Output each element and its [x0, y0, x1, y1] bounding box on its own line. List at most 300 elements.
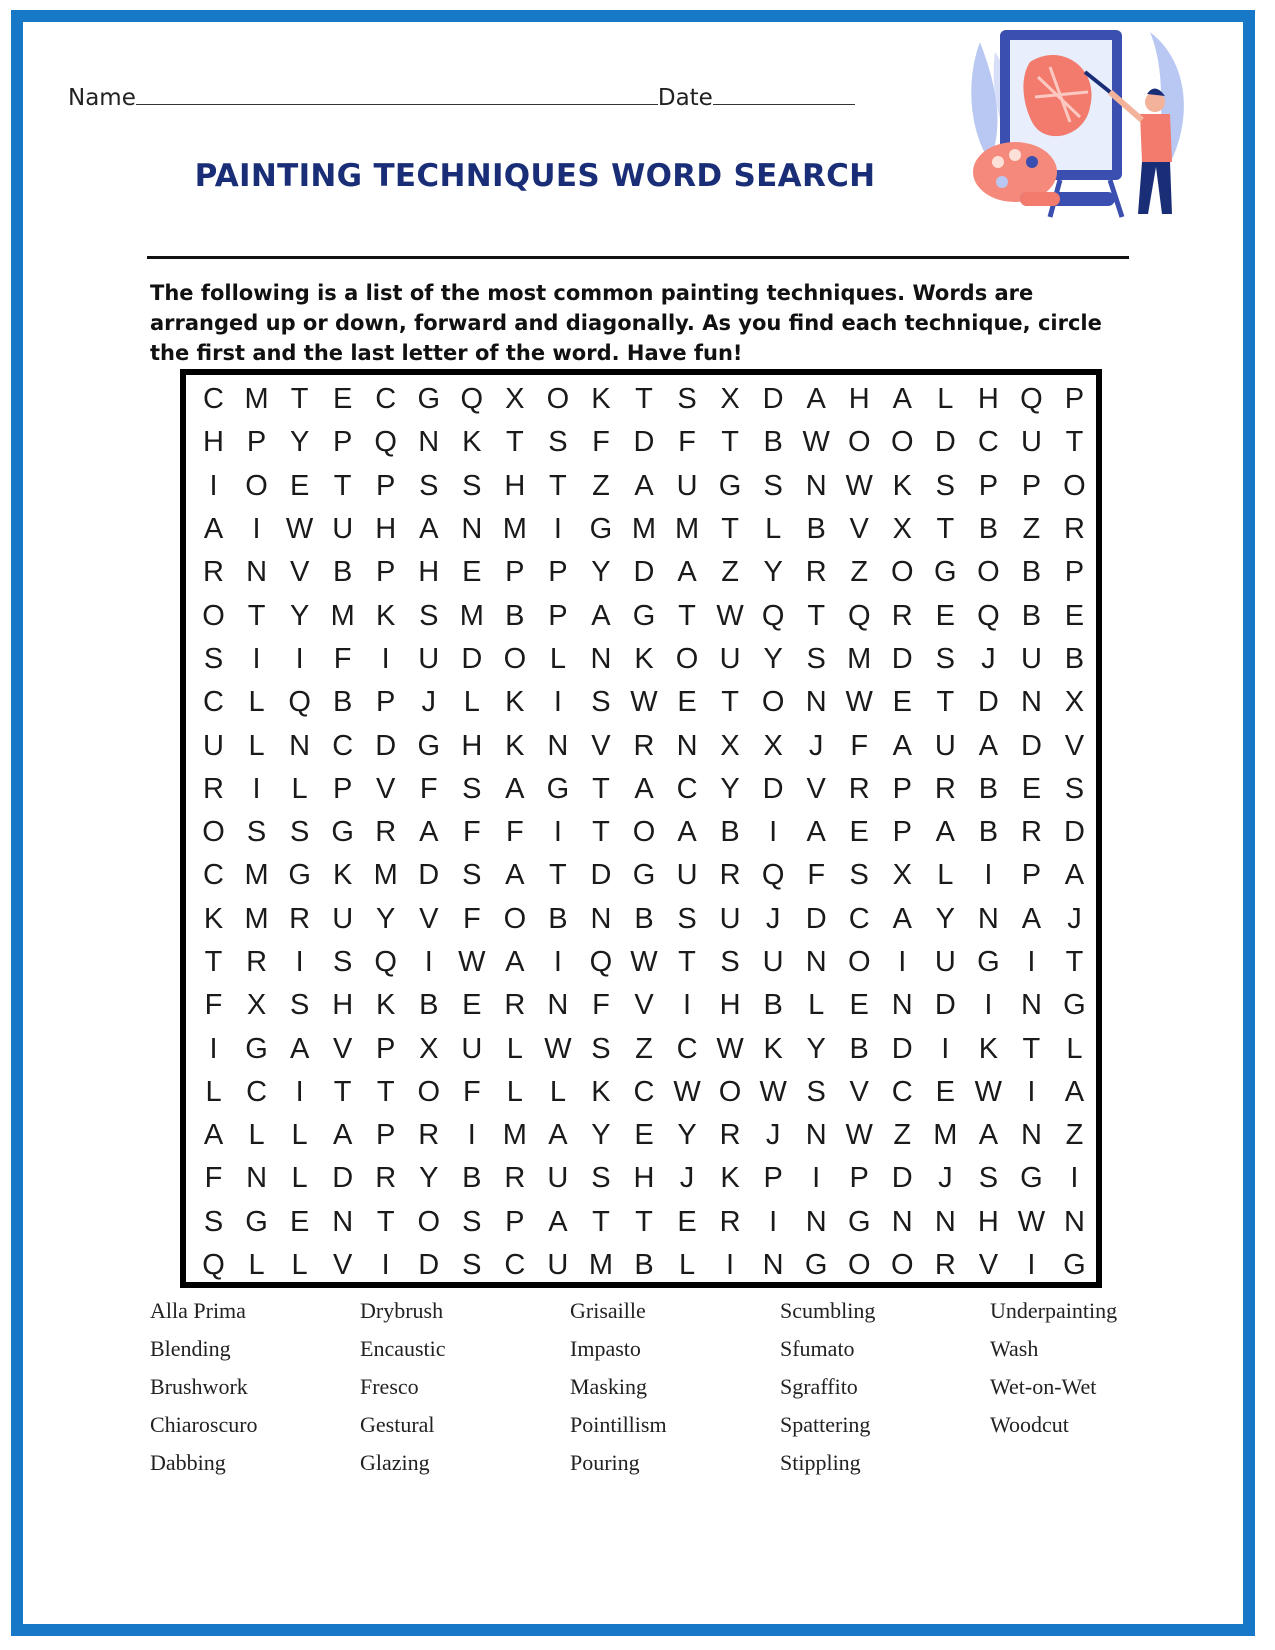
- grid-letter[interactable]: I: [467, 1119, 476, 1152]
- grid-letter[interactable]: V: [332, 1032, 353, 1065]
- grid-letter[interactable]: L: [205, 1075, 222, 1108]
- grid-letter[interactable]: A: [419, 816, 439, 849]
- grid-letter[interactable]: B: [634, 902, 654, 935]
- grid-letter[interactable]: S: [806, 1075, 826, 1108]
- grid-letter[interactable]: F: [462, 1075, 481, 1108]
- grid-letter[interactable]: W: [673, 1075, 701, 1108]
- grid-letter[interactable]: R: [719, 859, 741, 892]
- grid-letter[interactable]: I: [898, 946, 907, 978]
- grid-letter[interactable]: D: [934, 989, 956, 1022]
- grid-letter[interactable]: R: [1020, 816, 1042, 849]
- grid-letter[interactable]: K: [978, 1032, 999, 1065]
- grid-letter[interactable]: R: [418, 1119, 440, 1152]
- grid-letter[interactable]: S: [935, 642, 955, 675]
- grid-letter[interactable]: P: [892, 816, 912, 849]
- grid-letter[interactable]: K: [505, 686, 525, 719]
- grid-letter[interactable]: B: [419, 989, 439, 1022]
- grid-letter[interactable]: O: [847, 426, 871, 459]
- grid-letter[interactable]: S: [203, 642, 224, 675]
- grid-letter[interactable]: L: [248, 1119, 265, 1152]
- grid-letter[interactable]: E: [1021, 772, 1042, 805]
- grid-letter[interactable]: L: [291, 1119, 308, 1152]
- grid-letter[interactable]: V: [634, 989, 654, 1022]
- grid-letter[interactable]: I: [553, 686, 562, 719]
- grid-letter[interactable]: O: [202, 816, 225, 849]
- grid-letter[interactable]: S: [591, 1032, 611, 1065]
- grid-letter[interactable]: L: [1066, 1032, 1083, 1065]
- grid-letter[interactable]: K: [892, 469, 912, 502]
- grid-letter[interactable]: P: [246, 426, 267, 459]
- grid-letter[interactable]: N: [1020, 989, 1042, 1022]
- grid-letter[interactable]: S: [935, 469, 955, 502]
- grid-letter[interactable]: W: [974, 1075, 1003, 1108]
- grid-letter[interactable]: T: [678, 946, 696, 978]
- grid-letter[interactable]: P: [1021, 859, 1042, 892]
- grid-letter[interactable]: T: [936, 513, 955, 546]
- grid-letter[interactable]: Q: [202, 1249, 225, 1282]
- grid-letter[interactable]: L: [549, 1075, 566, 1108]
- grid-letter[interactable]: U: [203, 729, 224, 762]
- grid-letter[interactable]: S: [677, 902, 697, 935]
- grid-letter[interactable]: C: [977, 426, 999, 459]
- grid-letter[interactable]: B: [763, 989, 783, 1022]
- grid-letter[interactable]: S: [462, 1205, 482, 1238]
- grid-letter[interactable]: K: [332, 859, 353, 892]
- grid-letter[interactable]: M: [631, 513, 657, 546]
- grid-letter[interactable]: R: [719, 1119, 741, 1152]
- grid-letter[interactable]: I: [941, 1032, 950, 1065]
- grid-letter[interactable]: J: [679, 1162, 695, 1195]
- grid-letter[interactable]: N: [590, 902, 612, 935]
- grid-letter[interactable]: D: [332, 1162, 354, 1195]
- grid-letter[interactable]: R: [891, 599, 913, 632]
- grid-letter[interactable]: Q: [288, 686, 311, 719]
- grid-letter[interactable]: A: [505, 772, 525, 805]
- grid-letter[interactable]: D: [375, 729, 397, 762]
- grid-letter[interactable]: G: [1063, 989, 1086, 1022]
- grid-letter[interactable]: W: [716, 1032, 744, 1065]
- grid-letter[interactable]: Z: [850, 556, 869, 589]
- grid-letter[interactable]: A: [289, 1032, 310, 1065]
- grid-letter[interactable]: P: [332, 772, 353, 805]
- grid-letter[interactable]: S: [289, 989, 310, 1022]
- grid-letter[interactable]: T: [204, 946, 223, 978]
- grid-letter[interactable]: P: [332, 426, 353, 459]
- grid-letter[interactable]: R: [375, 816, 397, 849]
- grid-letter[interactable]: T: [936, 686, 955, 719]
- grid-letter[interactable]: T: [721, 686, 739, 719]
- grid-letter[interactable]: K: [591, 383, 611, 416]
- grid-letter[interactable]: A: [332, 1119, 353, 1152]
- grid-letter[interactable]: D: [418, 1249, 440, 1282]
- grid-letter[interactable]: E: [634, 1119, 654, 1152]
- grid-letter[interactable]: T: [635, 1205, 653, 1238]
- grid-letter[interactable]: W: [802, 426, 830, 459]
- grid-letter[interactable]: I: [252, 642, 261, 675]
- grid-letter[interactable]: N: [547, 729, 569, 762]
- grid-letter[interactable]: G: [632, 599, 656, 632]
- grid-letter[interactable]: P: [1021, 469, 1042, 502]
- grid-letter[interactable]: S: [462, 859, 482, 892]
- grid-letter[interactable]: S: [806, 642, 826, 675]
- grid-letter[interactable]: D: [762, 772, 784, 805]
- grid-letter[interactable]: C: [633, 1075, 655, 1108]
- grid-letter[interactable]: O: [245, 469, 268, 502]
- grid-letter[interactable]: E: [462, 556, 482, 589]
- grid-letter[interactable]: Q: [761, 599, 785, 632]
- grid-letter[interactable]: S: [332, 946, 353, 978]
- grid-letter[interactable]: X: [505, 383, 525, 416]
- grid-letter[interactable]: U: [719, 902, 741, 935]
- grid-letter[interactable]: A: [591, 599, 611, 632]
- grid-letter[interactable]: A: [892, 729, 912, 762]
- grid-letter[interactable]: H: [375, 513, 397, 546]
- grid-letter[interactable]: I: [812, 1162, 821, 1195]
- grid-letter[interactable]: V: [376, 772, 396, 805]
- grid-letter[interactable]: B: [332, 556, 353, 589]
- grid-letter[interactable]: U: [461, 1032, 483, 1065]
- grid-letter[interactable]: W: [285, 513, 314, 546]
- grid-letter[interactable]: L: [937, 859, 954, 892]
- grid-letter[interactable]: N: [289, 729, 311, 762]
- grid-letter[interactable]: R: [934, 772, 956, 805]
- grid-letter[interactable]: U: [676, 469, 698, 502]
- grid-letter[interactable]: C: [891, 1075, 913, 1108]
- grid-letter[interactable]: H: [461, 729, 483, 762]
- grid-letter[interactable]: Z: [1065, 1119, 1084, 1152]
- grid-letter[interactable]: Q: [977, 599, 1000, 632]
- grid-letter[interactable]: L: [678, 1249, 696, 1282]
- grid-letter[interactable]: V: [806, 772, 826, 805]
- grid-letter[interactable]: G: [288, 859, 311, 892]
- grid-letter[interactable]: F: [462, 902, 481, 935]
- grid-letter[interactable]: N: [418, 426, 440, 459]
- grid-letter[interactable]: I: [1027, 1249, 1036, 1282]
- grid-letter[interactable]: A: [1064, 859, 1085, 892]
- grid-letter[interactable]: B: [548, 902, 568, 935]
- grid-letter[interactable]: X: [1064, 686, 1085, 719]
- grid-letter[interactable]: Y: [763, 556, 783, 589]
- grid-letter[interactable]: U: [418, 642, 440, 675]
- grid-letter[interactable]: N: [891, 1205, 913, 1238]
- grid-letter[interactable]: N: [805, 1119, 827, 1152]
- grid-letter[interactable]: P: [376, 1032, 396, 1065]
- grid-letter[interactable]: A: [203, 1119, 224, 1152]
- grid-letter[interactable]: T: [247, 599, 266, 632]
- grid-letter[interactable]: W: [845, 686, 873, 719]
- grid-letter[interactable]: L: [291, 1249, 308, 1282]
- grid-letter[interactable]: P: [505, 1205, 525, 1238]
- grid-letter[interactable]: U: [762, 946, 784, 978]
- grid-letter[interactable]: M: [244, 902, 269, 935]
- grid-letter[interactable]: E: [677, 1205, 697, 1238]
- grid-letter[interactable]: G: [977, 946, 1000, 978]
- grid-letter[interactable]: T: [290, 383, 309, 416]
- grid-letter[interactable]: R: [203, 772, 224, 805]
- grid-letter[interactable]: X: [892, 513, 912, 546]
- grid-letter[interactable]: E: [935, 599, 955, 632]
- grid-letter[interactable]: P: [548, 556, 568, 589]
- grid-letter[interactable]: A: [978, 729, 999, 762]
- grid-letter[interactable]: J: [938, 1162, 953, 1195]
- grid-letter[interactable]: M: [674, 513, 700, 546]
- grid-letter[interactable]: I: [1070, 1162, 1079, 1195]
- grid-letter[interactable]: L: [291, 772, 308, 805]
- grid-letter[interactable]: V: [849, 513, 869, 546]
- grid-letter[interactable]: N: [805, 1205, 827, 1238]
- grid-letter[interactable]: I: [683, 989, 692, 1022]
- grid-letter[interactable]: E: [332, 383, 353, 416]
- grid-letter[interactable]: S: [849, 859, 869, 892]
- grid-letter[interactable]: D: [633, 556, 655, 589]
- grid-letter[interactable]: T: [1022, 1032, 1041, 1065]
- grid-letter[interactable]: H: [203, 426, 224, 459]
- grid-letter[interactable]: G: [804, 1249, 828, 1282]
- grid-letter[interactable]: E: [462, 989, 482, 1022]
- grid-letter[interactable]: F: [204, 989, 223, 1022]
- grid-letter[interactable]: X: [720, 729, 740, 762]
- grid-letter[interactable]: N: [805, 686, 827, 719]
- grid-letter[interactable]: I: [381, 642, 390, 675]
- grid-letter[interactable]: F: [505, 816, 524, 849]
- grid-letter[interactable]: X: [892, 859, 912, 892]
- grid-letter[interactable]: G: [934, 556, 957, 589]
- grid-letter[interactable]: O: [890, 1249, 914, 1282]
- grid-letter[interactable]: S: [462, 1249, 482, 1282]
- grid-letter[interactable]: D: [977, 686, 999, 719]
- grid-letter[interactable]: V: [591, 729, 611, 762]
- grid-letter[interactable]: W: [845, 1119, 873, 1152]
- grid-letter[interactable]: G: [847, 1205, 871, 1238]
- grid-letter[interactable]: W: [845, 469, 873, 502]
- grid-letter[interactable]: W: [716, 599, 744, 632]
- grid-letter[interactable]: E: [289, 469, 310, 502]
- grid-letter[interactable]: N: [1020, 1119, 1042, 1152]
- grid-letter[interactable]: C: [246, 1075, 268, 1108]
- grid-letter[interactable]: L: [808, 989, 825, 1022]
- grid-letter[interactable]: U: [1020, 426, 1042, 459]
- grid-letter[interactable]: T: [505, 426, 524, 459]
- grid-letter[interactable]: N: [590, 642, 612, 675]
- grid-letter[interactable]: A: [978, 1119, 999, 1152]
- grid-letter[interactable]: O: [417, 1205, 441, 1238]
- grid-letter[interactable]: I: [769, 1205, 778, 1238]
- grid-letter[interactable]: A: [548, 1205, 568, 1238]
- grid-letter[interactable]: E: [1064, 599, 1085, 632]
- grid-letter[interactable]: Y: [935, 902, 955, 935]
- grid-letter[interactable]: I: [295, 642, 304, 675]
- grid-letter[interactable]: C: [504, 1249, 526, 1282]
- grid-letter[interactable]: N: [934, 1205, 956, 1238]
- grid-letter[interactable]: G: [1063, 1249, 1086, 1282]
- grid-letter[interactable]: I: [1027, 946, 1036, 978]
- grid-letter[interactable]: I: [252, 513, 261, 546]
- grid-letter[interactable]: R: [504, 1162, 526, 1195]
- grid-letter[interactable]: N: [246, 1162, 268, 1195]
- grid-letter[interactable]: E: [849, 989, 869, 1022]
- grid-letter[interactable]: F: [204, 1162, 223, 1195]
- grid-letter[interactable]: H: [332, 989, 354, 1022]
- grid-letter[interactable]: K: [376, 989, 396, 1022]
- grid-letter[interactable]: M: [933, 1119, 958, 1152]
- grid-letter[interactable]: A: [1021, 902, 1042, 935]
- grid-letter[interactable]: H: [977, 383, 999, 416]
- grid-letter[interactable]: Q: [460, 383, 484, 416]
- grid-letter[interactable]: G: [632, 859, 656, 892]
- grid-letter[interactable]: B: [720, 816, 740, 849]
- grid-letter[interactable]: L: [463, 686, 480, 719]
- grid-letter[interactable]: R: [375, 1162, 397, 1195]
- grid-letter[interactable]: M: [588, 1249, 614, 1282]
- grid-letter[interactable]: I: [381, 1249, 390, 1282]
- grid-letter[interactable]: S: [763, 469, 783, 502]
- grid-letter[interactable]: A: [806, 383, 826, 416]
- grid-letter[interactable]: R: [289, 902, 311, 935]
- grid-letter[interactable]: M: [330, 599, 355, 632]
- grid-letter[interactable]: B: [462, 1162, 482, 1195]
- grid-letter[interactable]: F: [333, 642, 352, 675]
- grid-letter[interactable]: T: [549, 469, 567, 502]
- grid-letter[interactable]: E: [677, 686, 697, 719]
- grid-letter[interactable]: Z: [1022, 513, 1041, 546]
- grid-letter[interactable]: S: [720, 946, 740, 978]
- grid-letter[interactable]: R: [805, 556, 827, 589]
- grid-letter[interactable]: D: [590, 859, 612, 892]
- grid-letter[interactable]: P: [1064, 383, 1085, 416]
- grid-letter[interactable]: W: [759, 1075, 787, 1108]
- grid-letter[interactable]: P: [978, 469, 999, 502]
- date-field[interactable]: [713, 82, 855, 105]
- grid-letter[interactable]: A: [892, 902, 912, 935]
- grid-letter[interactable]: F: [807, 859, 826, 892]
- grid-letter[interactable]: N: [332, 1205, 354, 1238]
- grid-letter[interactable]: Q: [374, 426, 397, 459]
- grid-letter[interactable]: G: [331, 816, 354, 849]
- grid-letter[interactable]: V: [332, 1249, 353, 1282]
- grid-letter[interactable]: N: [1020, 686, 1042, 719]
- grid-letter[interactable]: F: [678, 426, 696, 459]
- grid-letter[interactable]: I: [553, 816, 562, 849]
- grid-letter[interactable]: Y: [591, 1119, 611, 1152]
- grid-letter[interactable]: P: [892, 772, 912, 805]
- grid-letter[interactable]: D: [633, 426, 655, 459]
- grid-letter[interactable]: S: [677, 383, 697, 416]
- grid-letter[interactable]: N: [977, 902, 999, 935]
- grid-letter[interactable]: V: [978, 1249, 999, 1282]
- grid-letter[interactable]: D: [891, 1162, 913, 1195]
- grid-letter[interactable]: X: [419, 1032, 439, 1065]
- grid-letter[interactable]: I: [984, 989, 993, 1022]
- grid-letter[interactable]: M: [373, 859, 398, 892]
- grid-letter[interactable]: E: [935, 1075, 955, 1108]
- grid-letter[interactable]: N: [762, 1249, 784, 1282]
- grid-letter[interactable]: D: [934, 426, 956, 459]
- grid-letter[interactable]: R: [246, 946, 268, 978]
- grid-letter[interactable]: J: [765, 902, 781, 935]
- grid-letter[interactable]: L: [765, 513, 782, 546]
- grid-letter[interactable]: L: [506, 1075, 523, 1108]
- grid-letter[interactable]: V: [849, 1075, 869, 1108]
- grid-letter[interactable]: P: [376, 556, 396, 589]
- grid-letter[interactable]: K: [505, 729, 525, 762]
- grid-letter[interactable]: S: [289, 816, 310, 849]
- grid-letter[interactable]: O: [977, 556, 1000, 589]
- grid-letter[interactable]: B: [978, 772, 999, 805]
- grid-letter[interactable]: N: [805, 946, 827, 978]
- grid-letter[interactable]: Q: [761, 859, 785, 892]
- grid-letter[interactable]: K: [376, 599, 396, 632]
- grid-letter[interactable]: Y: [289, 599, 310, 632]
- grid-letter[interactable]: T: [549, 859, 567, 892]
- grid-letter[interactable]: O: [632, 816, 656, 849]
- grid-letter[interactable]: J: [808, 729, 824, 762]
- grid-letter[interactable]: N: [461, 513, 483, 546]
- grid-letter[interactable]: I: [209, 1032, 218, 1065]
- grid-letter[interactable]: B: [1021, 599, 1042, 632]
- grid-letter[interactable]: R: [934, 1249, 956, 1282]
- grid-letter[interactable]: R: [203, 556, 224, 589]
- grid-letter[interactable]: E: [289, 1205, 310, 1238]
- grid-letter[interactable]: F: [462, 816, 481, 849]
- grid-letter[interactable]: B: [505, 599, 525, 632]
- grid-letter[interactable]: R: [848, 772, 870, 805]
- grid-letter[interactable]: C: [676, 1032, 698, 1065]
- grid-letter[interactable]: R: [504, 989, 526, 1022]
- name-field[interactable]: [136, 82, 658, 105]
- grid-letter[interactable]: R: [719, 1205, 741, 1238]
- grid-letter[interactable]: C: [848, 902, 870, 935]
- grid-letter[interactable]: V: [1064, 729, 1085, 762]
- grid-letter[interactable]: P: [376, 469, 396, 502]
- grid-letter[interactable]: T: [678, 599, 696, 632]
- grid-letter[interactable]: G: [417, 729, 441, 762]
- grid-letter[interactable]: A: [634, 469, 654, 502]
- grid-letter[interactable]: G: [589, 513, 613, 546]
- grid-letter[interactable]: A: [505, 859, 525, 892]
- grid-letter[interactable]: U: [676, 859, 698, 892]
- grid-letter[interactable]: K: [591, 1075, 611, 1108]
- grid-letter[interactable]: N: [891, 989, 913, 1022]
- grid-letter[interactable]: I: [295, 946, 304, 978]
- grid-letter[interactable]: R: [1063, 513, 1085, 546]
- grid-letter[interactable]: C: [203, 383, 224, 416]
- grid-letter[interactable]: F: [592, 426, 610, 459]
- grid-letter[interactable]: T: [721, 513, 739, 546]
- grid-letter[interactable]: A: [1064, 1075, 1085, 1108]
- grid-letter[interactable]: A: [935, 816, 955, 849]
- grid-letter[interactable]: H: [504, 469, 526, 502]
- grid-letter[interactable]: O: [503, 902, 527, 935]
- grid-letter[interactable]: V: [419, 902, 439, 935]
- grid-letter[interactable]: G: [245, 1032, 268, 1065]
- grid-letter[interactable]: B: [634, 1249, 654, 1282]
- grid-letter[interactable]: A: [677, 816, 697, 849]
- grid-letter[interactable]: O: [546, 383, 570, 416]
- grid-letter[interactable]: D: [762, 383, 784, 416]
- grid-letter[interactable]: I: [984, 859, 993, 892]
- grid-letter[interactable]: T: [1065, 426, 1084, 459]
- grid-letter[interactable]: A: [892, 383, 912, 416]
- grid-letter[interactable]: V: [289, 556, 310, 589]
- grid-letter[interactable]: A: [505, 946, 525, 978]
- grid-letter[interactable]: J: [421, 686, 436, 719]
- grid-letter[interactable]: Y: [763, 642, 783, 675]
- grid-letter[interactable]: Y: [419, 1162, 439, 1195]
- grid-letter[interactable]: L: [937, 383, 954, 416]
- grid-letter[interactable]: J: [1067, 902, 1082, 935]
- grid-letter[interactable]: I: [553, 946, 562, 978]
- grid-letter[interactable]: D: [461, 642, 483, 675]
